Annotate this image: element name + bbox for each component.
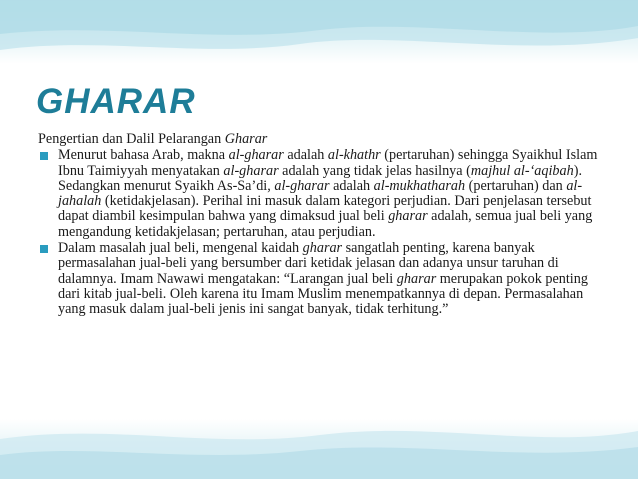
bullet-square-icon <box>40 152 48 160</box>
subtitle-italic: Gharar <box>224 131 268 147</box>
italic-term: al-gharar <box>228 147 284 164</box>
bullet-text <box>58 148 598 240</box>
text-run: ). Sedangkan menurut Syaikh As-Sa’di, <box>58 162 582 194</box>
text-run: adalah, semua jual beli yang mengandung ketidakjelasan; pertaruhan, atau perjudian. <box>58 208 593 240</box>
subtitle-text: Pengertian dan Dalil Pelarangan <box>38 131 225 147</box>
bullet-text <box>58 241 598 317</box>
text-run: (pertaruhan) dan <box>465 177 567 194</box>
text-run: Dalam masalah jual beli, mengenal kaidah <box>58 240 303 257</box>
bullet-item <box>38 241 598 317</box>
text-run: merupakan pokok penting dari kitab jual-beli. Oleh karena itu Imam Muslim menempatkannya di depan. Permasalahan yang masuk dalam jual-beli jenis ini sangat banyak, tidak terhitung.” <box>58 270 588 318</box>
bullet-square-icon <box>40 245 48 253</box>
italic-term: gharar <box>388 208 428 225</box>
text-run: sangatlah penting, karena banyak permasalahan jual-beli yang bersumber dari ketidak jelasan dan adanya unsur taruhan di dalamnya. Imam Nawawi mengatakan: “Larangan jual beli <box>58 240 559 287</box>
slide-subtitle <box>38 132 598 147</box>
text-run: adalah <box>329 177 374 194</box>
italic-term: al-mukhatharah <box>373 177 466 194</box>
text-run: adalah <box>283 147 328 164</box>
italic-term: gharar <box>302 240 343 257</box>
bottom-wave-decoration <box>0 409 638 479</box>
text-run: Menurut bahasa Arab, makna <box>58 147 229 164</box>
top-wave-decoration <box>0 0 638 70</box>
text-run: (ketidakjelasan). Perihal ini masuk dalam kategori perjudian. Dari penjelasan tersebut dapat diambil kesimpulan bahwa yang dimaksud jual beli <box>58 193 592 225</box>
italic-term: al-gharar <box>223 162 279 179</box>
italic-term: al-jahalah <box>58 177 583 210</box>
italic-term: gharar <box>396 270 437 287</box>
bullet-item <box>38 148 598 240</box>
slide-title: GHARAR <box>36 82 196 121</box>
slide-body <box>38 132 598 318</box>
text-run: adalah yang tidak jelas hasilnya ( <box>278 162 471 179</box>
text-run: (pertaruhan) sehingga Syaikhul Islam Ibnu Taimiyyah menyatakan <box>58 147 598 179</box>
italic-term: al-khathr <box>327 147 381 164</box>
italic-term: al-gharar <box>274 177 330 194</box>
italic-term: majhul al-‘aqibah <box>470 162 574 179</box>
